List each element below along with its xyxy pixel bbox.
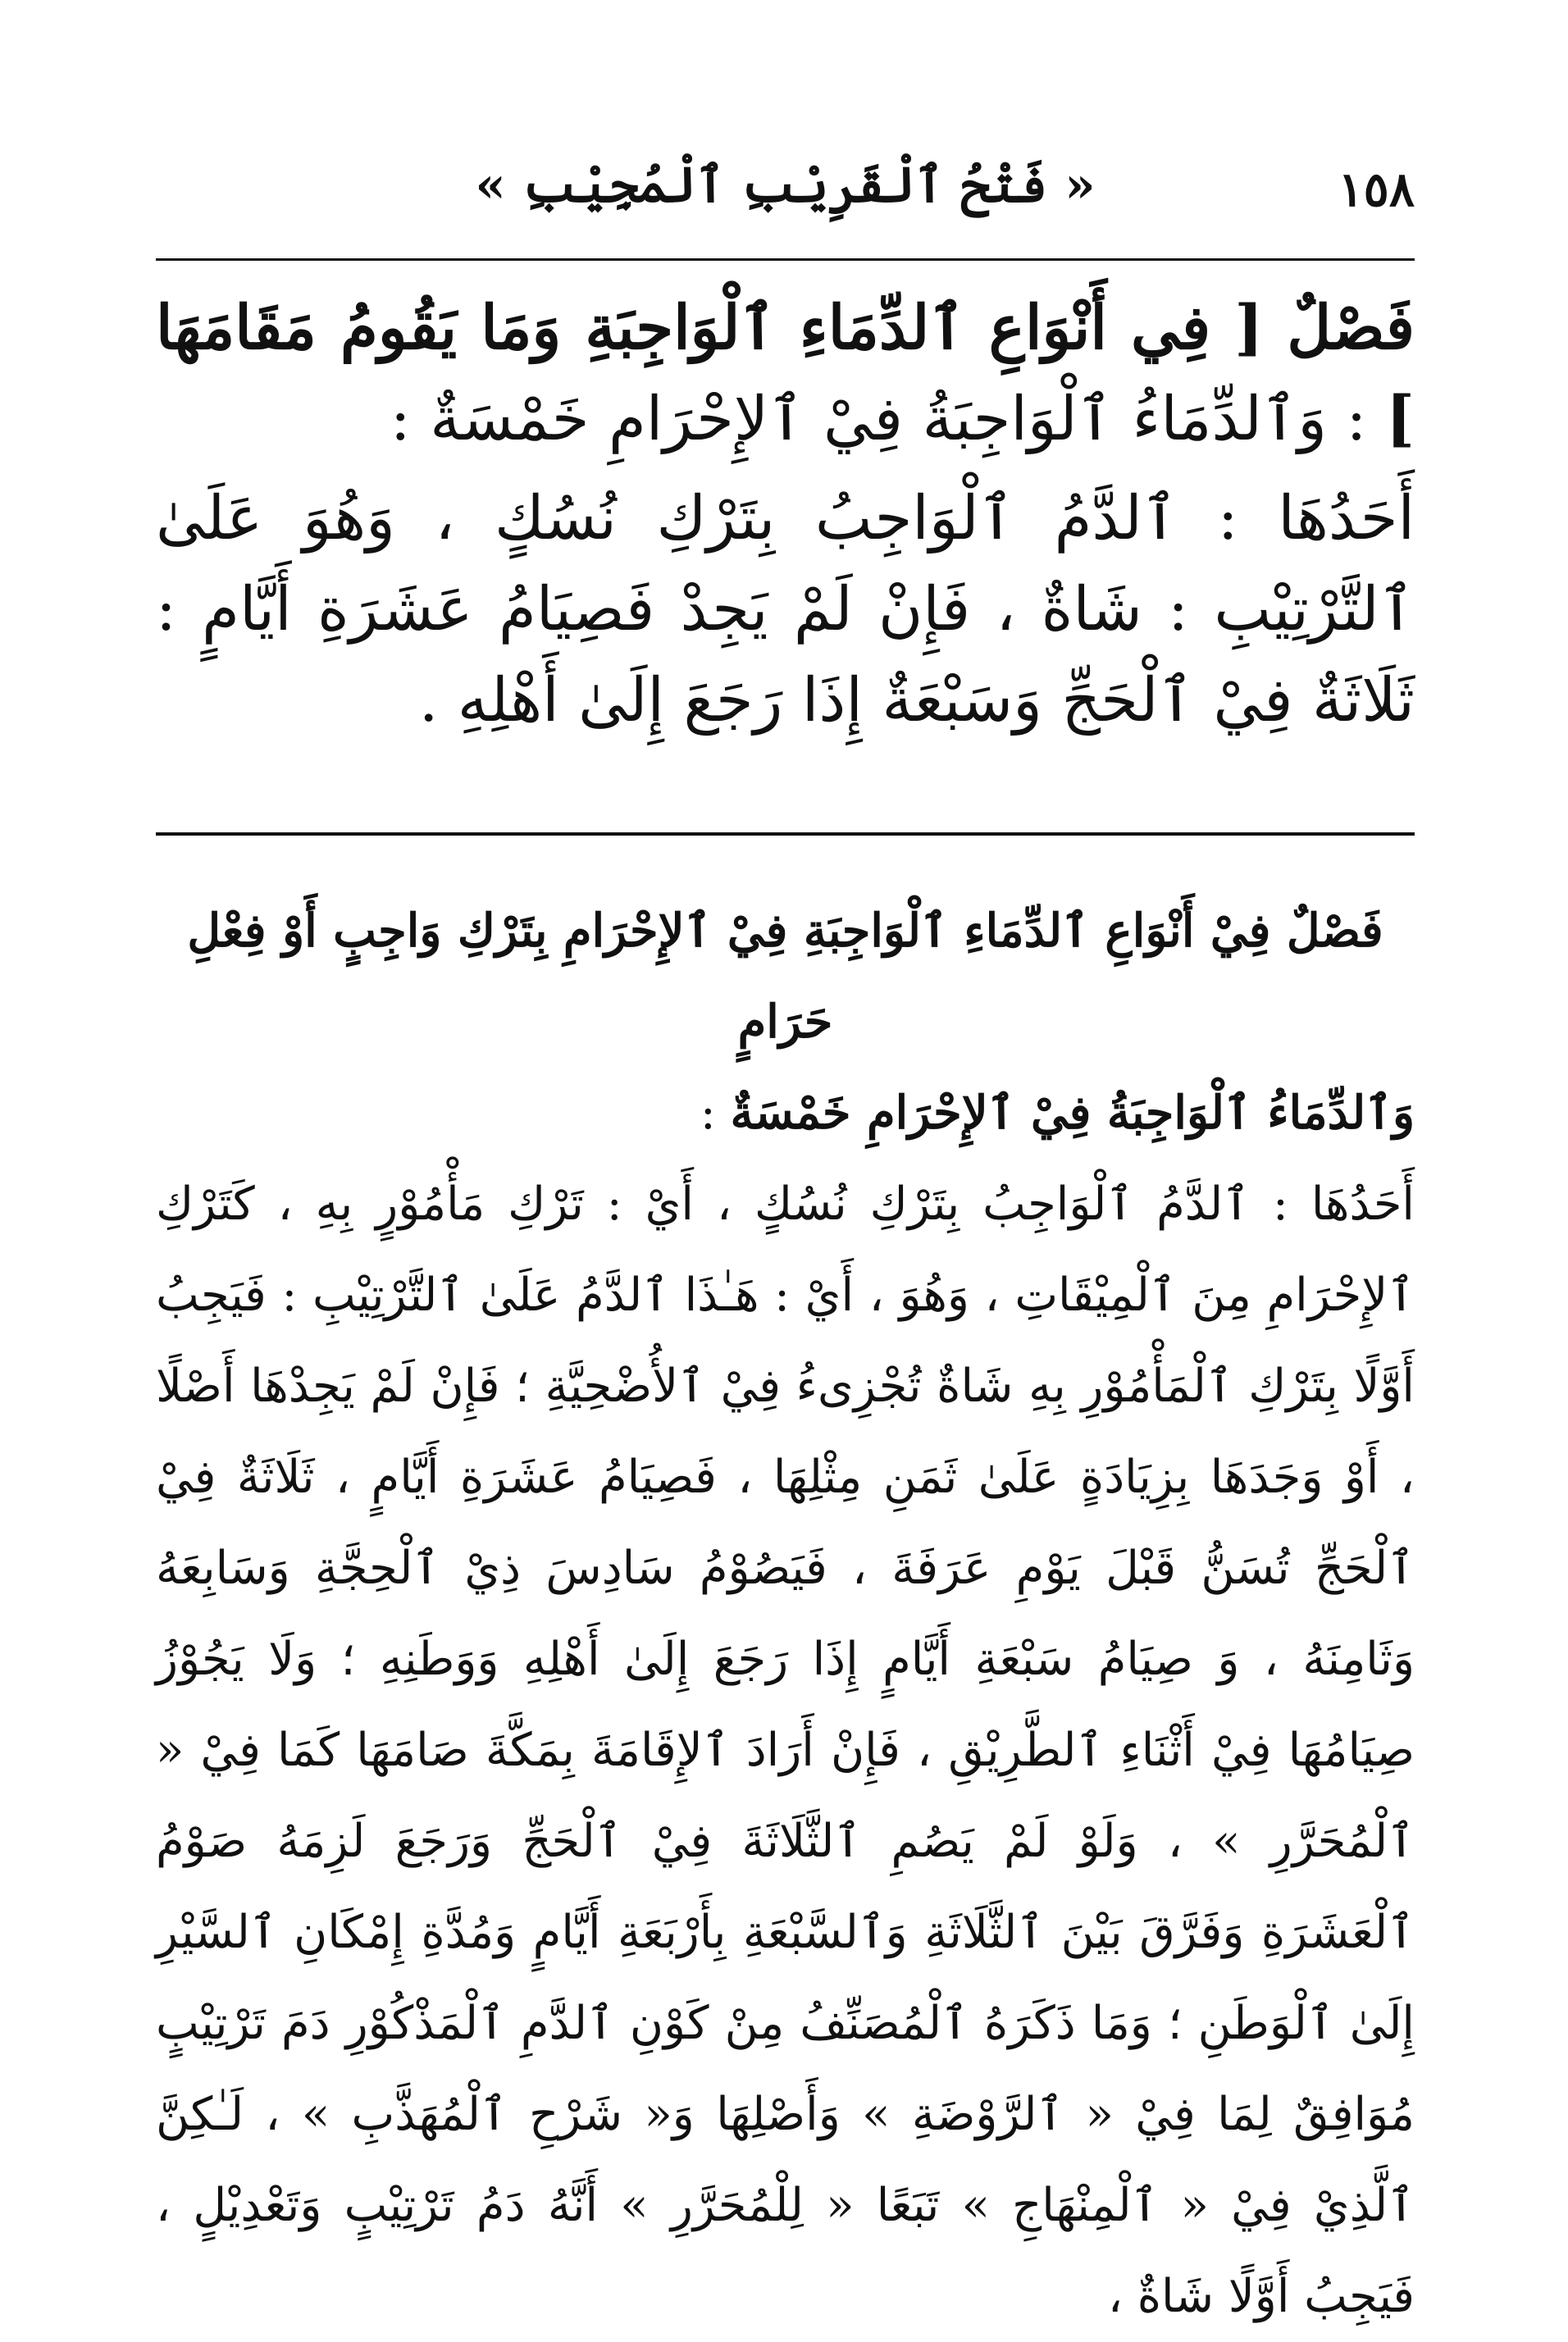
matn-heading-continuation: : وَٱلدِّمَاءُ ٱلْوَاجِبَةُ فِيْ ٱلإِحْرَامِ خَمْسَةٌ :	[390, 384, 1386, 454]
page-header	[156, 123, 1415, 246]
sharh-line-2	[156, 1068, 1415, 1159]
running-title: « فَتْحُ ٱلْقَرِيْبِ ٱلْمُجِيْبِ »	[475, 157, 1096, 214]
sharh-text	[156, 886, 1415, 2342]
section-divider	[156, 832, 1415, 836]
header-divider	[156, 258, 1415, 261]
sharh-line-2-bold: وَٱلدِّمَاءُ ٱلْوَاجِبَةُ فِيْ ٱلإِحْرَامِ خَمْسَةٌ	[730, 1086, 1415, 1140]
sharh-body-paragraph: أَحَدُهَا : ٱلدَّمُ ٱلْوَاجِبُ بِتَرْكِ نُسُكٍ ، أَيْ : تَرْكِ مَأْمُوْرٍ بِهِ ، كَتَرْكِ ٱلإِحْرَامِ مِنَ ٱلْمِيْقَاتِ ، وَهُوَ ، أَيْ : هَـٰذَا ٱلدَّمُ عَلَىٰ ٱلتَّرْتِيْبِ : فَيَجِبُ أَوَّلًا بِتَرْكِ ٱلْمَأْمُوْرِ بِهِ شَاةٌ تُجْزِىءُ فِيْ ٱلأُضْحِيَّةِ ؛ فَإِنْ لَمْ يَجِدْهَا أَصْلًا ، أَوْ وَجَدَهَا بِزِيَادَةٍ عَلَىٰ ثَمَنِ مِثْلِهَا ، فَصِيَامُ عَشَرَةِ أَيَّامٍ ، ثَلَاثَةٌ فِيْ ٱلْحَجِّ تُسَنُّ قَبْلَ يَوْمِ عَرَفَةَ ، فَيَصُوْمُ سَادِسَ ذِيْ ٱلْحِجَّةِ وَسَابِعَهُ وَثَامِنَهُ ، وَ صِيَامُ سَبْعَةِ أَيَّامٍ إِذَا رَجَعَ إِلَىٰ أَهْلِهِ وَوَطَنِهِ ؛ وَلَا يَجُوْزُ صِيَامُهَا فِيْ أَثْنَاءِ ٱلطَّرِيْقِ ، فَإِنْ أَرَادَ ٱلإِقَامَةَ بِمَكَّةَ صَامَهَا كَمَا فِيْ « ٱلْمُحَرَّرِ » ، وَلَوْ لَمْ يَصُمِ ٱلثَّلَاثَةَ فِيْ ٱلْحَجِّ وَرَجَعَ لَزِمَهُ صَوْمُ ٱلْعَشَرَةِ وَفَرَّقَ بَيْنَ ٱلثَّلَاثَةِ وَٱلسَّبْعَةِ بِأَرْبَعَةِ أَيَّامٍ وَمُدَّةِ إِمْكَانِ ٱلسَّيْرِ إِلَىٰ ٱلْوَطَنِ ؛ وَمَا ذَكَرَهُ ٱلْمُصَنِّفُ مِنْ كَوْنِ ٱلدَّمِ ٱلْمَذْكُوْرِ دَمَ تَرْتِيْبٍ مُوَافِقٌ لِمَا فِيْ « ٱلرَّوْضَةِ » وَأَصْلِهَا وَ« شَرْحِ ٱلْمُهَذَّبِ » ، لَـٰكِنَّ ٱلَّذِيْ فِيْ « ٱلْمِنْهَاجِ » تَبَعًا « لِلْمُحَرَّرِ » أَنَّهُ دَمُ تَرْتِيْبٍ وَتَعْدِيْلٍ ، فَيَجِبُ أَوَّلًا شَاةٌ ،	[156, 1178, 1415, 2323]
page-number: ١٥٨	[1338, 162, 1415, 217]
matn-paragraph-1	[156, 283, 1415, 465]
sharh-line-2-rest: :	[700, 1087, 731, 1140]
matn-section-heading: فَصْلٌ [ فِي أَنْوَاعِ ٱلدِّمَاءِ ٱلْوَاجِبَةِ وَمَا يَقُومُ مَقَامَهَا ]	[156, 293, 1415, 454]
matn-text	[156, 283, 1415, 754]
matn-paragraph-2: أَحَدُهَا : ٱلدَّمُ ٱلْوَاجِبُ بِتَرْكِ نُسُكٍ ، وَهُوَ عَلَىٰ ٱلتَّرْتِيْبِ : شَاةٌ ، فَإِنْ لَمْ يَجِدْ فَصِيَامُ عَشَرَةِ أَيَّامٍ : ثَلَاثَةٌ فِيْ ٱلْحَجِّ وَسَبْعَةٌ إِذَا رَجَعَ إِلَىٰ أَهْلِهِ .	[156, 483, 1415, 736]
sharh-section-heading: فَصْلٌ فِيْ أَنْوَاعِ ٱلدِّمَاءِ ٱلْوَاجِبَةِ فِيْ ٱلإِحْرَامِ بِتَرْكِ وَاجِبٍ أَوْ فِعْلِ حَرَامٍ	[187, 904, 1383, 1049]
